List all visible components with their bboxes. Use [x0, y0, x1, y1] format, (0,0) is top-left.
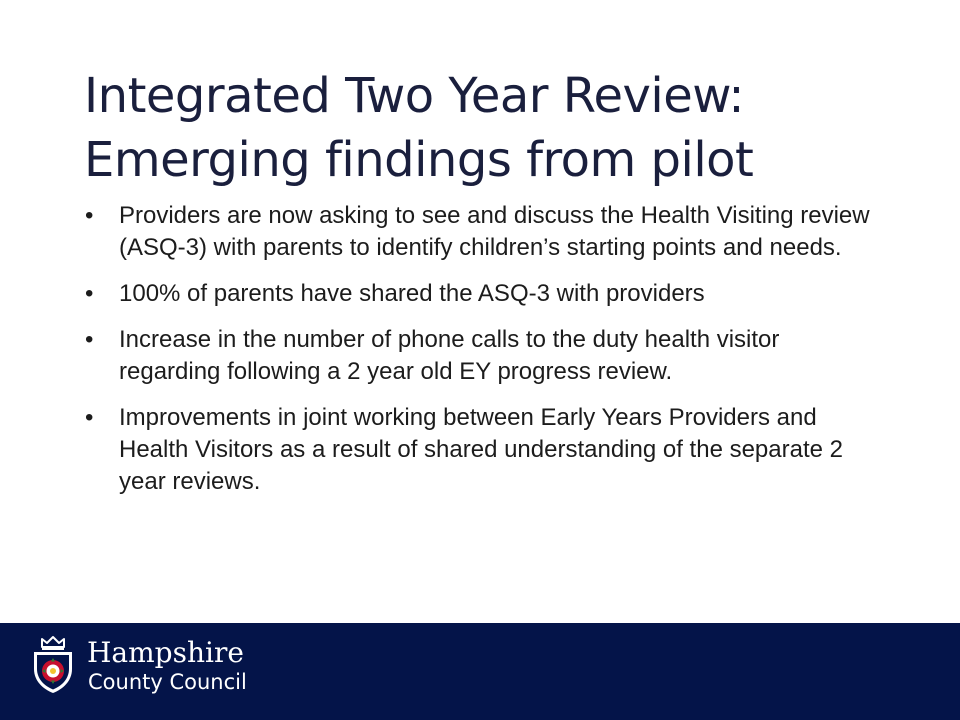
bullet-mark: •	[85, 280, 94, 307]
bullet-text: Providers are now asking to see and discuss the Health Visiting review (ASQ-3) with parents to identify children’s starting points and needs.	[119, 202, 870, 261]
bullet-item	[84, 324, 874, 388]
org-subtitle: County Council	[88, 670, 247, 694]
county-crest-icon	[28, 635, 78, 695]
bullet-mark: •	[85, 202, 94, 229]
bullet-text: 100% of parents have shared the ASQ-3 with providers	[119, 280, 705, 307]
bullet-mark: •	[85, 326, 94, 353]
slide-title	[84, 64, 904, 192]
bullet-item	[84, 402, 874, 498]
bullet-mark: •	[85, 404, 94, 431]
bullet-text: Increase in the number of phone calls to the duty health visitor regarding following a 2 year old EY progress review.	[119, 326, 780, 385]
bullet-list	[84, 200, 874, 512]
bullet-item	[84, 278, 874, 310]
title-line-1: Integrated Two Year Review:	[84, 68, 745, 124]
footer-bar	[0, 623, 960, 720]
org-name: Hampshire	[87, 636, 244, 669]
title-line-2: Emerging findings from pilot	[84, 132, 754, 188]
bullet-item	[84, 200, 874, 264]
bullet-text: Improvements in joint working between Early Years Providers and Health Visitors as a result of shared understanding of the separate 2 year reviews.	[119, 404, 843, 495]
